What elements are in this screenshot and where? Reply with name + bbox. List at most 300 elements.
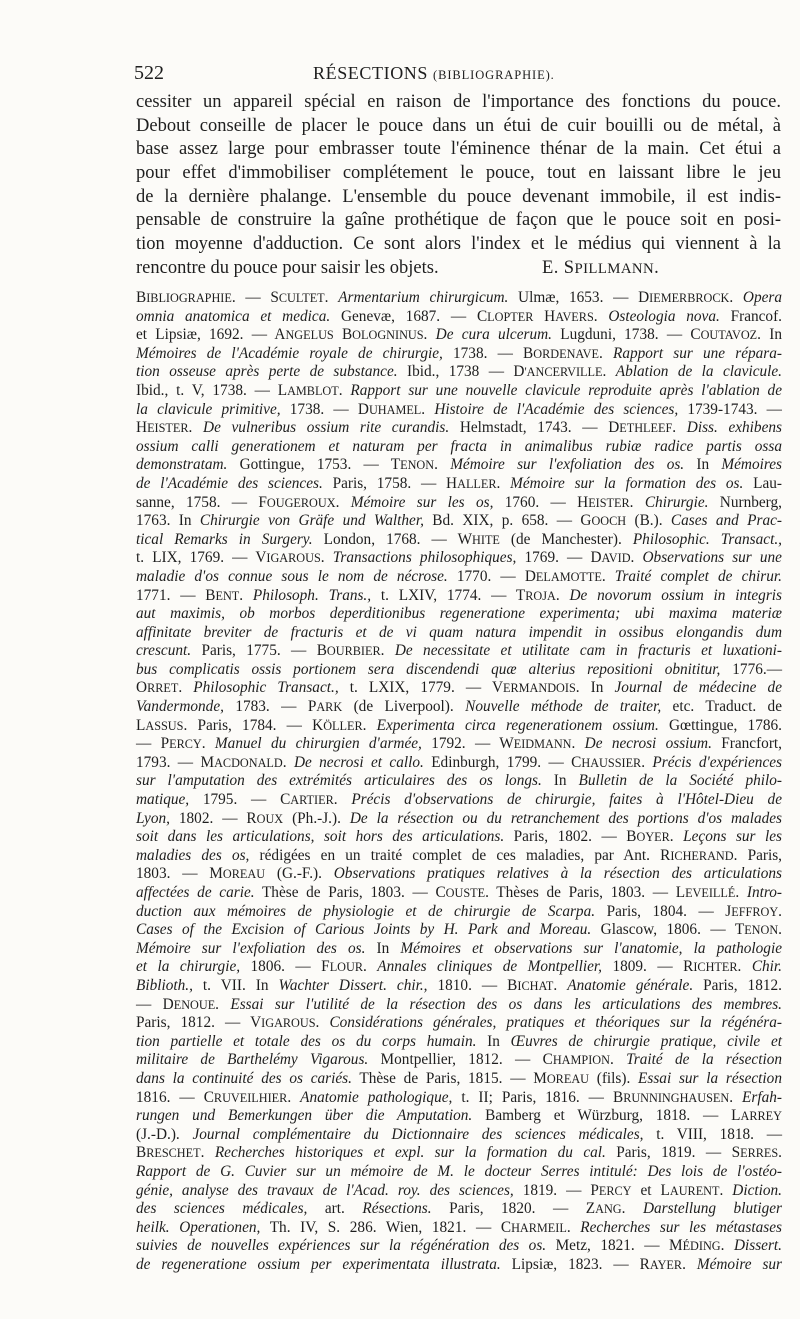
bibliography-line [136,401,782,420]
citation-text: 1810. — BICHAT. [427,976,568,994]
bibliography-section [136,289,782,1274]
bibliography-line-content [136,1256,782,1275]
small-caps-letters: ENT [215,588,240,603]
citation-text: Gottingue, 1753. — TENON. [227,456,451,474]
citation-text: Thèse de Paris, 1803. — COUSTE. Thèses de Paris, 1803. — LEVEILLÉ. [254,884,747,901]
bibliography-line [136,1033,782,1052]
small-caps-letters: ROJA [525,588,556,603]
citation-title: des sciences médicales, [136,1200,308,1218]
small-caps-letters: OLOGNINUS [352,328,424,343]
citation-title: et la chirurgie, [136,958,241,976]
bibliography-line-content [136,642,782,661]
bibliography-line [136,605,782,624]
small-caps-letters: HAUSSIER [581,755,642,770]
bibliography-line [136,865,782,884]
citation-text: Metz, 1821. — MÉDING. [546,1237,734,1255]
bibliography-line [136,419,782,438]
small-caps-letters: HITE [472,532,500,547]
citation-text: 1738. — DUHAMEL. [280,400,435,418]
bibliography-line [136,1256,782,1275]
bibliography-line [136,456,782,475]
bibliography-line [136,772,782,791]
citation-text: 1795. — CARTIER. [189,791,352,809]
citation-title: Manuel du chirurgien d'armée, [214,735,422,753]
small-caps-letters: ÖLLER [323,718,363,733]
small-caps-letters: IEMERBROCK [649,291,730,305]
article-text: de la dernière phalange. L'ensemble du pouce devenant immobile, il est indis- [136,186,781,207]
citation-title: Ablation de la clavicule. [615,363,782,381]
citation-title: Recherches sur les métastases [580,1218,782,1236]
citation-title: heilk. Operationen, [136,1218,261,1236]
citation-title: De necrosi et callo. [293,753,424,771]
small-caps-letters: OREAU [222,867,266,882]
citation-text: 1802. — ROUX (Ph.-J.). [169,809,350,827]
small-caps-letters: RUVEILHIER [213,1090,288,1105]
bibliography-line-content [136,958,782,977]
bibliography-line-content [136,940,782,959]
small-caps-letters: ERCY [169,737,202,752]
citation-title: tical Remarks in Surgery. [136,530,313,548]
citation-text: et Lipsiæ, 1692. — ANGELUS BOLOGNINUS. [136,326,436,344]
citation-title: dans la continuité des os cariés. [136,1069,352,1087]
citation-text: 1816. — CRUVEILHIER. [136,1088,301,1106]
citation-text: ORRET. [136,679,194,697]
citation-title: rungen und Bemerkungen über die Amputation. [136,1107,473,1125]
citation-title: Osteologia nova. [608,307,720,325]
citation-title: Diss. exhibens [686,419,782,437]
bibliography-line [136,549,782,568]
citation-text: 1770. — DELAMOTTE. [447,567,615,585]
citation-text: In [684,456,722,474]
article-text-line [136,138,781,162]
bibliography-line [136,475,782,494]
small-caps-letters: RESCHET [146,1146,201,1161]
small-caps-letters: OYER [636,830,670,845]
running-head-title: RÉSECTIONS [313,63,429,83]
bibliography-line-content [136,531,782,550]
article-text-line [136,186,781,210]
small-caps-letters: ORDENAVE [533,346,599,361]
citation-title: Journal de médecine de [614,679,782,697]
small-caps-letters: NGELUS [285,328,334,343]
bibliography-line [136,1014,782,1033]
bibliography-line-content [136,754,782,773]
citation-text: Paris, 1775. — BOURBIER. [191,642,395,660]
citation-text: t. LIX, 1769. — VIGAROUS. [136,549,333,567]
citation-title: soit dans les articulations, soit hors des articulations. [136,828,505,846]
citation-title: Dissert. [733,1237,782,1255]
citation-title: omnia anatomica et medica. [136,307,331,325]
article-text: cessiter un appareil spécial en raison de l'importance des fonctions du pouce. [136,92,781,112]
small-caps-letters: ERCY [598,1183,632,1198]
small-caps-letters: ANG [595,1202,622,1217]
small-caps-letters: HAMPION [552,1053,610,1068]
bibliography-line-content [136,512,782,531]
bibliography-line-content [136,1237,782,1256]
citation-text: Paris, 1802. — BOYER. [504,828,684,846]
bibliography-line-content [136,1014,782,1033]
citation-text: In [541,772,579,790]
small-caps-letters: ICHTER [693,960,738,975]
citation-text: Lau- [743,474,782,492]
bibliography-line [136,587,782,606]
bibliography-line-content [136,996,782,1015]
small-caps-letters: LOPTER [487,309,534,324]
citation-title: Rapport de G. Cuvier sur un mémoire de M. le docteur Serres intitulé: Des lois de l'ostéo- [136,1162,782,1180]
bibliography-line [136,1144,782,1163]
bibliography-line-content [136,661,782,680]
citation-title: Bulletin de la Société philo- [578,772,782,790]
bibliography-line [136,921,782,940]
citation-title: Cases of the Excision of Carious Joints by H. Park and Moreau. [136,921,592,939]
citation-title: Rapport sur une nouvelle clavicule reproduite après l'ablation de [350,381,782,399]
small-caps-letters: OOCH [591,514,627,529]
citation-title: Vandermonde, [136,698,224,716]
bibliography-line-content [136,1182,782,1201]
citation-title: De cura ulcerum. [435,326,552,344]
article-text-line [136,91,781,115]
bibliography-line [136,903,782,922]
citation-text: HEISTER. [136,419,204,437]
bibliography-line [136,735,782,754]
citation-text: London, 1768. — WHITE (de Manchester). [312,530,633,548]
citation-title: Chirurgie von Gräfe und Walther, [199,512,424,530]
citation-title: Rapport sur une répara- [612,344,782,362]
citation-title: suivies de nouvelles expériences sur la régénération des os. [136,1237,547,1255]
citation-text: rédigées en un traité complet de ces maladies, par Ant. RICHERAND. Paris, [249,846,782,864]
bibliography-line [136,512,782,531]
citation-title: matique, [136,791,190,809]
citation-title: Philosoph. Trans., [252,586,372,604]
bibliography-line [136,791,782,810]
article-text-line [136,209,781,233]
citation-title: De novorum ossium in integris [569,586,782,604]
citation-text: 1803. — MOREAU (G.-F.). [136,865,334,883]
article-text: Debout conseille de placer le pouce dans un étui de cuir bouilli ou de métal, à [136,115,781,136]
citation-text: In [476,1032,511,1050]
citation-text: Bamberg et Würzburg, 1818. — LARREY [472,1107,782,1125]
citation-title: De necessitate et utilitate cam in fracturis et luxationi- [394,642,782,660]
citation-text: Ulmæ, 1653. — DIEMERBROCK. [508,289,743,306]
bibliography-line [136,326,782,345]
citation-title: Mémoire sur [696,1255,782,1273]
small-caps-letters: AVID [601,551,631,566]
small-caps-letters: ENOUE [173,997,216,1012]
citation-title: Cases and Prac- [670,512,782,530]
small-caps-letters: ARREY [740,1109,782,1124]
citation-text: Paris, 1812. [693,976,782,994]
author-signature: E. SPILLMANN. [542,257,660,278]
citation-text: Paris, 1758. — HALLER. [322,474,511,492]
small-caps-letters: ELAMOTTE [535,569,602,584]
citation-title: Observations pratiques relatives à la résection des articulations [333,865,782,883]
citation-title: Traité de la résection [626,1051,782,1069]
bibliography-line [136,661,782,680]
citation-text: sanne, 1758. — FOUGEROUX. [136,493,351,511]
citation-text: t. II; Paris, 1816. — BRUNNINGHAUSEN. [452,1088,743,1106]
citation-text: Ibid., t. V, 1738. — LAMBLOT. [136,381,351,399]
small-caps-letters: ARK [316,700,343,715]
bibliography-line [136,810,782,829]
article-text-line [136,162,781,186]
bibliography-line [136,345,782,364]
citation-title: Philosophic Transact., [193,679,339,697]
citation-title: Lyon, [136,809,170,827]
small-caps-letters: EIDMANN [513,737,572,752]
bibliography-line-content [136,401,782,420]
page-number: 522 [134,62,164,84]
small-caps-letters: OUX [256,811,284,826]
citation-text: Edinburgh, 1799. — CHAUSSIER. [423,753,653,771]
small-caps-letters: IBLIOGRAPHIE [146,291,232,305]
bibliography-line-content [136,865,782,884]
citation-title: Armentarium chirurgicum. [338,289,509,306]
bibliography-line [136,679,782,698]
bibliography-line [136,884,782,903]
citation-title: Leçons sur les [683,828,782,846]
citation-title: Essai sur la résection [638,1069,782,1087]
citation-text: Thèse de Paris, 1815. — MOREAU (fils). [351,1069,639,1087]
citation-title: Mémoire sur les os, [350,493,494,511]
article-text: base assez large pour embrasser toute l'éminence thénar de la main. Cet étui a [136,139,781,160]
citation-title: aut maximis, ob morbos deperditionibus regeneratione experimenta; ubi maxima materiæ [136,605,782,623]
citation-text: 1769. — DAVID. [516,549,643,567]
bibliography-line [136,363,782,382]
bibliography-line-content [136,345,782,364]
bibliography-line [136,940,782,959]
small-caps-letters: OUTAVOZ [700,328,758,343]
bibliography-line-content [136,456,782,475]
bibliography-line [136,568,782,587]
bibliography-line [136,531,782,550]
citation-title: militaire de Barthelémy Vigarous. [136,1051,369,1069]
citation-text: 1738. — BORDENAVE. [442,344,613,362]
small-caps-letters: CULTET [278,291,325,305]
citation-text: 1739-1743. — [678,400,782,418]
bibliography-line-content [136,549,782,568]
citation-title: demonstratam. [136,456,228,474]
bibliography-line [136,1200,782,1219]
bibliography-line-content [136,810,782,829]
bibliography-line [136,1070,782,1089]
citation-title: Œuvres de chirurgie pratique, civile et [510,1032,782,1050]
small-caps-letters: ERMANDOIS [503,681,576,696]
citation-text: Lugduni, 1738. — COUTAVOZ. In [551,326,782,344]
citation-text: 1806. — FLOUR. [240,958,378,976]
citation-title: la clavicule primitive, [136,400,281,418]
bibliography-line [136,1182,782,1201]
bibliography-line-content [136,1219,782,1238]
citation-title: Mémoires [721,456,782,474]
citation-title: affectées de carie. [136,884,255,901]
article-text-line [136,115,781,139]
bibliography-line [136,828,782,847]
bibliography-line [136,698,782,717]
small-caps-letters: 'ANCERVILLE [524,365,603,380]
citation-title: Chirurgie. [644,493,709,511]
citation-title: Anatomie générale. [567,976,694,994]
citation-text: Nurnberg, [708,493,782,511]
citation-text: Paris, 1812. — VIGAROUS. [136,1014,330,1032]
citation-text: t. LXIV, 1774. — TROJA. [371,586,570,604]
bibliography-line [136,717,782,736]
citation-text: Glascow, 1806. — TENON. [591,921,782,939]
citation-title: Mémoire sur la formation des os. [510,474,744,492]
citation-title: Histoire de l'Académie des sciences, [434,400,679,418]
citation-text: t. VII. In [192,976,279,994]
small-caps-letters: PILLMANN [574,260,655,277]
citation-title: Traité complet de chirur. [614,567,782,585]
citation-text: Paris, 1820. — ZANG. [431,1200,643,1218]
citation-text: (J.-D.). [136,1125,193,1143]
bibliography-line [136,1107,782,1126]
citation-title: Opera [742,289,782,306]
citation-title: de l'Académie des sciences. [136,474,323,492]
citation-text: Francof. [719,307,782,325]
bibliography-line [136,382,782,401]
citation-title: Mémoire sur l'exfoliation des os. [450,456,685,474]
citation-text: Ibid., 1738 — D'ANCERVILLE. [397,363,616,381]
bibliography-line-content [136,772,782,791]
citation-text: Genevæ, 1687. — CLOPTER HAVERS. [330,307,609,325]
citation-title: Erfah- [742,1088,782,1106]
small-caps-letters: EVEILLÉ [685,886,736,900]
bibliography-line [136,847,782,866]
citation-title: Recherches historiques et expl. sur la formation du cal. [214,1144,606,1162]
bibliography-line-content [136,1107,782,1126]
bibliography-line-content [136,847,782,866]
bibliography-line-content [136,308,782,327]
small-caps-letters: ÉDING [682,1239,721,1254]
article-text: rencontre du pouce pour saisir les objets. [136,257,439,278]
citation-text: t. VIII, 1818. — [643,1125,782,1143]
small-caps-letters: RRET [147,681,179,696]
bibliography-line [136,438,782,457]
citation-text: Bd. XIX, p. 658. — GOOCH (B.). [423,512,671,530]
citation-text: — DENOUE. [136,995,231,1013]
bibliography-line-content [136,828,782,847]
article-text: pour effet d'immobiliser complétement le pouce, tout en laissant libre le jeu [136,163,781,184]
small-caps-letters: EISTER [588,495,630,510]
small-caps-letters: ICHERAND [670,848,734,863]
article-text: pensable de construire la gaîne prothétique de façon que le pouce soit en posi- [136,210,781,231]
bibliography-line-content [136,494,782,513]
small-caps-letters: EFFROY [731,904,779,919]
bibliography-line [136,494,782,513]
bibliography-line-content [136,438,782,457]
bibliography-line-content [136,884,782,903]
citation-title: Wachter Dissert. chir., [278,976,428,994]
bibliography-line [136,1051,782,1070]
citation-title: Mémoires et observations sur l'anatomie, la pathologie [400,939,782,957]
citation-title: De vulneribus ossium rite curandis. [203,419,450,437]
bibliography-line-content [136,289,782,308]
citation-text: Montpellier, 1812. — CHAMPION. [368,1051,627,1069]
small-caps-letters: EISTER [147,421,189,436]
citation-title: Résections. [362,1200,432,1218]
running-head-section: (BIBLIOGRAPHIE). [433,68,555,82]
citation-text: Francfort, [711,735,782,753]
citation-title: Diction. [732,1181,782,1199]
bibliography-line [136,308,782,327]
bibliography-line-content [136,1126,782,1145]
small-caps-letters: ENON [400,458,435,473]
citation-text: Gœttingue, 1786. [658,716,782,734]
small-caps-letters: ALLER [457,476,497,491]
bibliography-line [136,642,782,661]
citation-text: Helmstadt, 1743. — DETHLEEF. [449,419,687,437]
citation-text: Paris, 1804. — JEFFROY. [595,902,782,920]
bibliography-line-content [136,1144,782,1163]
small-caps-letters: OREAU [546,1071,589,1086]
bibliography-line-content [136,1089,782,1108]
bibliography-line-content [136,679,782,698]
citation-title: Précis d'observations de chirurgie, faites à l'Hôtel-Dieu de [351,791,782,809]
running-head [313,61,555,87]
bibliography-line-content [136,475,782,494]
small-caps-letters: OURBIER [326,644,381,659]
citation-text: 1771. — BENT. [136,586,253,604]
bibliography-line [136,977,782,996]
citation-text: 1819. — PERCY et LAURENT. [513,1181,733,1199]
citation-text: 1760. — HEISTER. [493,493,645,511]
bibliography-line-content [136,624,782,643]
small-caps-letters: HARMEIL [511,1220,567,1235]
bibliography-line [136,1219,782,1238]
bibliography-line-content [136,605,782,624]
citation-title: Intro- [746,884,782,901]
citation-title: Observations sur une [642,549,782,567]
bibliography-line [136,624,782,643]
citation-title: Philosophic. Transact., [632,530,782,548]
small-caps-letters: RUNNINGHAUSEN [623,1090,730,1105]
citation-text: LASSUS. Paris, 1784. — KÖLLER. [136,716,377,734]
small-caps-letters: ACDONALD [214,755,283,770]
bibliography-line-content [136,568,782,587]
small-caps-letters: ERRES [740,1146,779,1161]
citation-title: Darstellung blutiger [642,1200,782,1218]
bibliography-line [136,996,782,1015]
small-caps-letters: OUSTE [445,886,486,900]
bibliography-line [136,958,782,977]
citation-text: 1783. — PARK (de Liverpool). [223,698,466,716]
citation-title: De necrosi ossium. [584,735,712,753]
bibliography-line-content [136,1033,782,1052]
citation-text: 1763. In [136,512,200,530]
citation-text: Paris, 1819. — SERRES. [605,1144,782,1162]
small-caps-letters: AMBLOT [287,383,339,398]
bibliography-line-content [136,735,782,754]
small-caps-letters: LOUR [329,960,363,975]
citation-title: Chir. [751,958,782,976]
bibliography-line-content [136,1163,782,1182]
bibliography-line-content [136,698,782,717]
article-text: tion moyenne d'adduction. Ce sont alors l'index et le médius qui viennent à la [136,234,781,255]
citation-text: — PERCY. [136,735,215,753]
citation-text: 1793. — MACDONALD. [136,753,294,771]
small-caps-letters: ETHLEEF [619,421,673,436]
small-caps-letters: ENON [744,923,779,938]
bibliography-line-content [136,587,782,606]
citation-text: Lipsiæ, 1823. — RAYER. [500,1255,697,1273]
bibliography-line-content [136,1070,782,1089]
bibliography-line-content [136,791,782,810]
bibliography-line [136,1163,782,1182]
small-caps-letters: AURENT [669,1183,720,1198]
bibliography-line-content [136,326,782,345]
citation-title: Transactions philosophiques, [332,549,517,567]
bibliography-line-content [136,419,782,438]
